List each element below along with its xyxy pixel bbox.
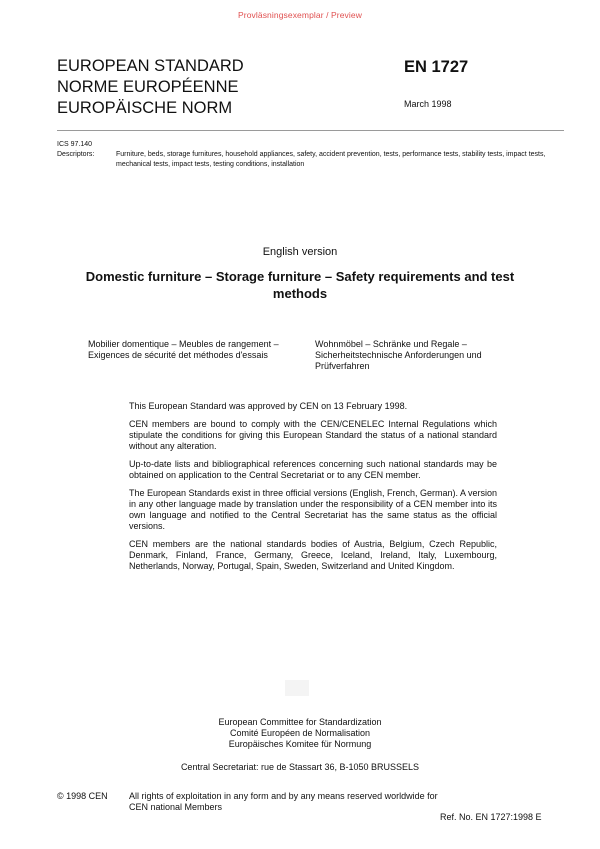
preview-watermark: Provläsningsexemplar / Preview	[238, 10, 362, 20]
body-paragraph: CEN members are bound to comply with the CEN/CENELEC Internal Regulations which stipulate the conditions for giving this European Standard the status of a national standard without any alteration.	[129, 419, 497, 451]
document-title: Domestic furniture – Storage furniture – Safety requirements and test methods	[85, 269, 515, 301]
committee-name-en: European Committee for Standardization	[218, 717, 382, 727]
central-secretariat: Central Secretariat: rue de Stassart 36, B-1050 BRUSSELS	[180, 762, 420, 772]
version-label: English version	[262, 246, 338, 258]
descriptors-label: Descriptors:	[57, 151, 95, 158]
title-german: Wohnmöbel – Schränke und Regale – Sicherheitstechnische Anforderungen und Prüfverfahren	[315, 339, 482, 371]
standard-title-en: EUROPEAN STANDARD	[57, 57, 244, 75]
body-paragraph: The European Standards exist in three official versions (English, French, German). A version in any other language made by translation under the responsibility of a CEN member into its own language and notified to the Central Secretariat has the same status as the official versions.	[129, 488, 498, 531]
body-paragraph: Up-to-date lists and bibliographical references concerning such national standards may be obtained on application to the Central Secretariat or to any CEN member.	[129, 459, 497, 480]
standard-title-de: EUROPÄISCHE NORM	[57, 99, 233, 117]
body-paragraph: CEN members are the national standards bodies of Austria, Belgium, Czech Republic, Denmark, Finland, France, Germany, Greece, Iceland, Ireland, Italy, Luxembourg, Netherlands, Norway, Portugal, Spain, Sweden, Switzerland and United Kingdom.	[129, 539, 497, 571]
rights-statement: All rights of exploitation in any form and by any means reserved worldwide for CEN national Members	[129, 791, 438, 812]
approval-text	[129, 401, 497, 579]
reference-number: Ref. No. EN 1727:1998 E	[440, 812, 542, 822]
standard-number: EN 1727	[404, 58, 469, 76]
header-divider	[57, 130, 564, 131]
ics-code: ICS 97.140	[57, 141, 93, 148]
title-french: Mobilier domentique – Meubles de rangement – Exigences de sécurité det méthodes d'essais	[88, 339, 279, 360]
publication-date: March 1998	[404, 99, 452, 109]
body-paragraph: This European Standard was approved by CEN on 13 February 1998.	[129, 401, 408, 411]
faint-mark	[285, 680, 309, 696]
committee-name-de: Europäisches Komitee für Normung	[228, 739, 372, 749]
descriptors-text: Furniture, beds, storage furnitures, household appliances, safety, accident prevention, tests, performance tests, stability tests, impact tests, mechanical tests, impact tests, testing conditions, installation	[116, 151, 546, 168]
standard-title-fr: NORME EUROPÉENNE	[57, 78, 239, 96]
committee-name-fr: Comité Européen de Normalisation	[229, 728, 371, 738]
committee-names	[0, 717, 600, 750]
copyright: © 1998 CEN	[57, 791, 108, 801]
